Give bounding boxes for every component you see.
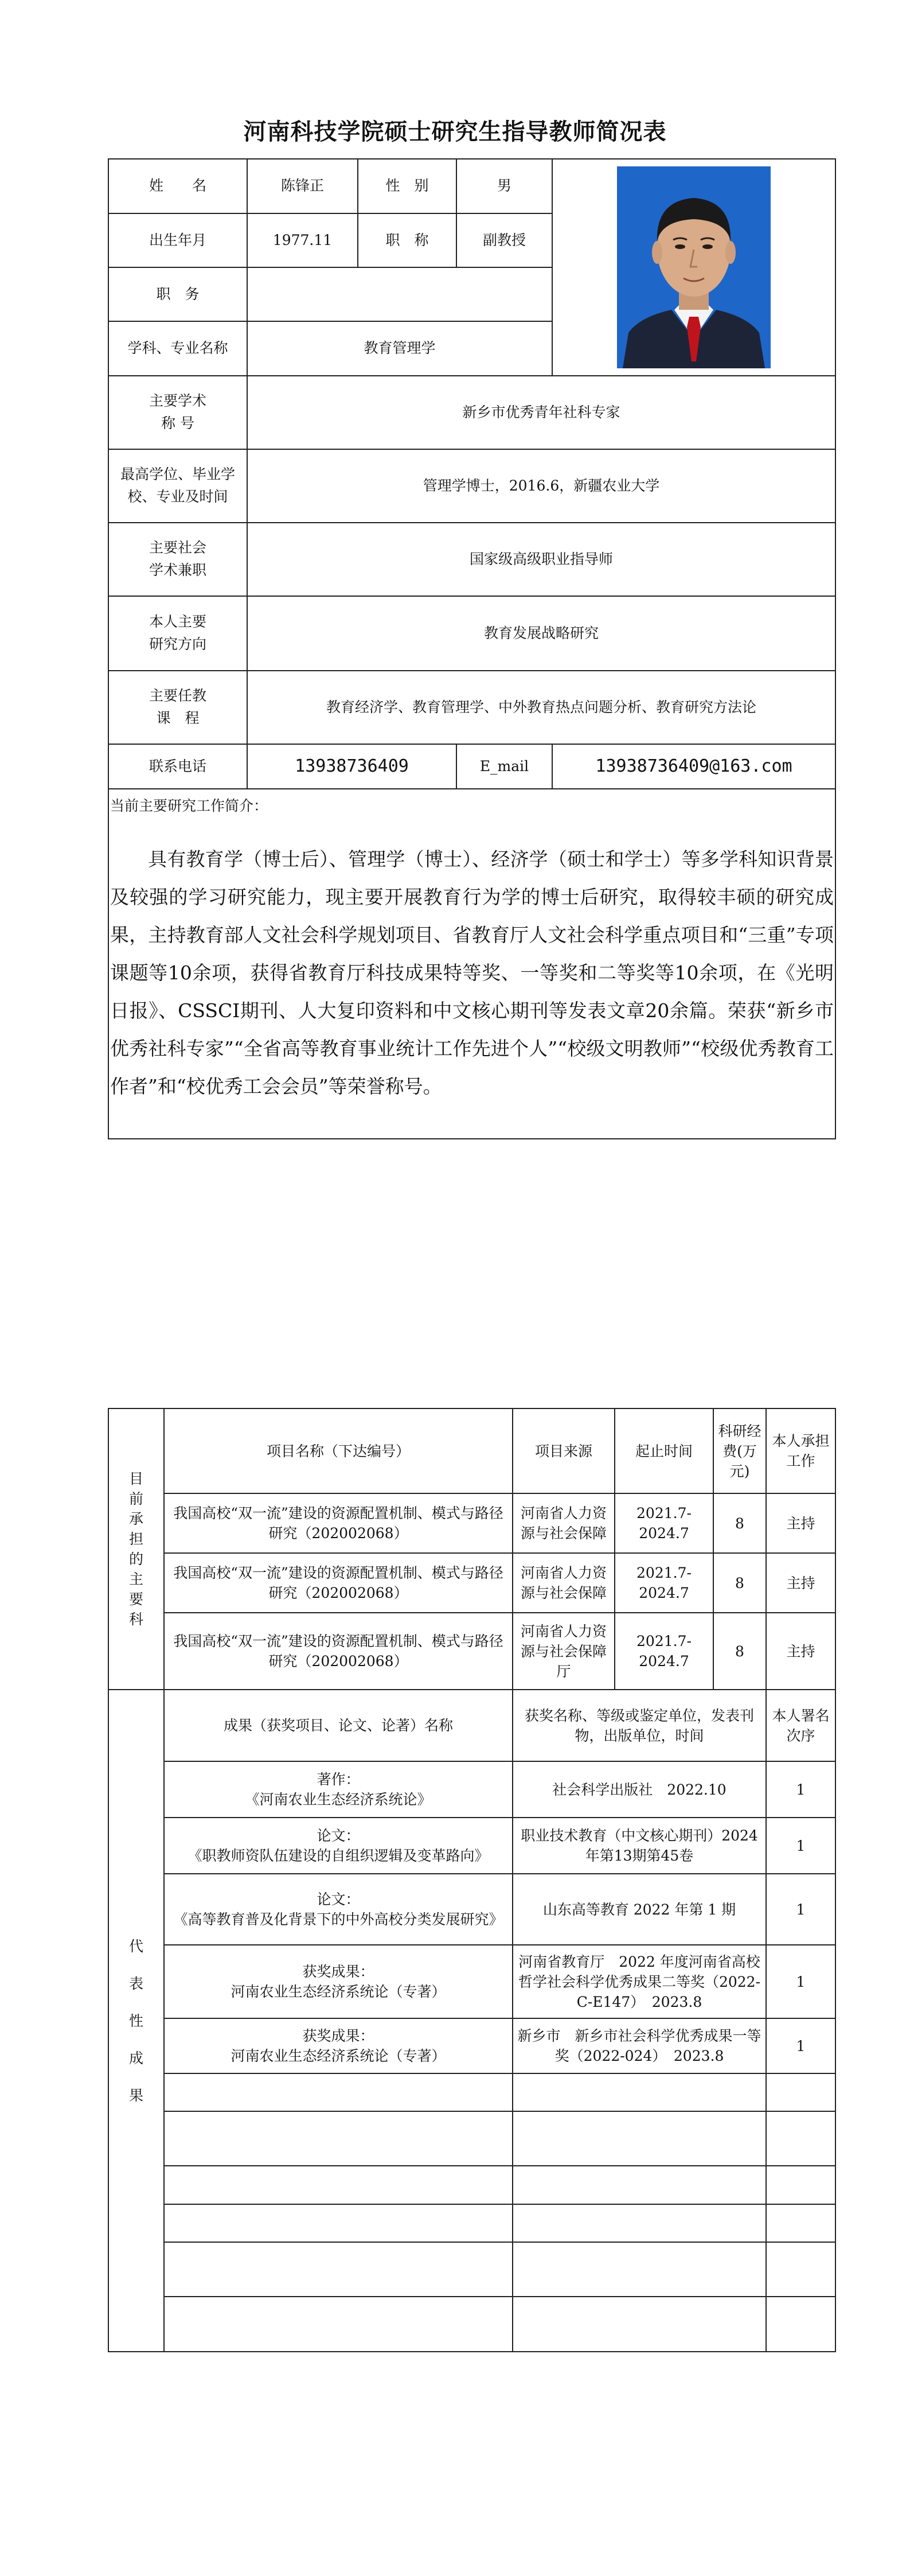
achievement-award: 新乡市 新乡市社会科学优秀成果一等奖（2022-024） 2023.8 <box>513 2018 766 2073</box>
achievement-order: 1 <box>766 1874 835 1945</box>
achievement-name: 著作： 《河南农业生态经济系统论》 <box>164 1761 513 1818</box>
achievement-name: 论文： 《职教师资队伍建设的自组织逻辑及变革路向》 <box>164 1818 513 1874</box>
portrait-photo <box>617 166 771 368</box>
achievements-side-label: 代 表 性 成 果 <box>108 1690 164 2352</box>
academic-title-label: 主要学术 称 号 <box>108 376 247 449</box>
achievement-row <box>108 1818 835 1874</box>
achievement-award: 社会科学出版社 2022.10 <box>513 1761 766 1818</box>
project-source: 河南省人力资源与社会保障 <box>513 1553 615 1613</box>
degree-value: 管理学博士，2016.6，新疆农业大学 <box>247 449 835 523</box>
courses-value: 教育经济学、教育管理学、中外教育热点问题分析、教育研究方法论 <box>247 671 835 744</box>
achievement-order: 1 <box>766 1818 835 1874</box>
project-time: 2021.7-2024.7 <box>615 1553 713 1613</box>
empty-row <box>108 2204 835 2242</box>
gender-value: 男 <box>456 159 552 213</box>
project-funds: 8 <box>713 1553 766 1613</box>
project-role: 主持 <box>766 1553 835 1613</box>
empty-row <box>108 2111 835 2166</box>
duty-label: 职 务 <box>108 267 247 321</box>
achievements-header-name: 成果（获奖项目、论文、论著）名称 <box>164 1690 513 1761</box>
email-value: 13938736409@163.com <box>552 744 835 789</box>
empty-row <box>108 2242 835 2297</box>
academic-title-value: 新乡市优秀青年社科专家 <box>247 376 835 449</box>
birth-value: 1977.11 <box>247 213 358 267</box>
achievement-row <box>108 1761 835 1818</box>
degree-label: 最高学位、毕业学 校、专业及时间 <box>108 449 247 523</box>
name-label: 姓 名 <box>108 159 247 213</box>
project-row <box>108 1553 835 1613</box>
achievement-name: 获奖成果： 河南农业生态经济系统论（专著） <box>164 1945 513 2018</box>
research-value: 教育发展战略研究 <box>247 596 835 671</box>
courses-label: 主要任教 课 程 <box>108 671 247 744</box>
project-row <box>108 1613 835 1690</box>
project-name: 我国高校“双一流”建设的资源配置机制、模式与路径研究（202002068） <box>164 1493 513 1553</box>
achievement-order: 1 <box>766 1945 835 2018</box>
research-intro-heading: 当前主要研究工作简介： <box>110 797 268 814</box>
duty-value <box>247 267 552 321</box>
discipline-label: 学科、专业名称 <box>108 321 247 376</box>
portrait-photo-drawing <box>617 166 771 368</box>
rank-label: 职 称 <box>358 213 456 267</box>
research-label: 本人主要 研究方向 <box>108 596 247 671</box>
email-label: E_mail <box>456 744 552 789</box>
achievement-row <box>108 2018 835 2073</box>
research-intro-cell <box>108 789 835 1139</box>
empty-row <box>108 2297 835 2352</box>
gender-label: 性 别 <box>358 159 456 213</box>
projects-side-label: 目 前 承 担 的 主 要 科 <box>108 1408 164 1690</box>
basic-info-table <box>108 158 836 1139</box>
social-value: 国家级高级职业指导师 <box>247 523 835 596</box>
achievement-order: 1 <box>766 1761 835 1818</box>
achievement-award: 职业技术教育（中文核心期刊）2024年第13期第45卷 <box>513 1818 766 1874</box>
project-name: 我国高校“双一流”建设的资源配置机制、模式与路径研究（202002068） <box>164 1613 513 1690</box>
research-intro-body: 具有教育学（博士后）、管理学（博士）、经济学（硕士和学士）等多学科知识背景及较强的学习研究能力，现主要开展教育行为学的博士后研究，取得较丰硕的研究成果，主持教育部人文社会科学规划项目、省教育厅人文社会科学重点项目和“三重”专项课题等10余项，获得省教育厅科技成果特等奖、一等奖和二等奖等10余项，在《光明日报》、CSSCI期刊、人大复印资料和中文核心期刊等发表文章20余篇。荣获“新乡市优秀社科专家”“全省高等教育事业统计工作先进个人”“校级文明教师”“校级优秀教育工作者”和“校优秀工会会员”等荣誉称号。 <box>110 847 834 1098</box>
projects-header-start: 起止时间 <box>615 1408 713 1493</box>
social-label: 主要社会 学术兼职 <box>108 523 247 596</box>
project-funds: 8 <box>713 1493 766 1553</box>
birth-label: 出生年月 <box>108 213 247 267</box>
project-role: 主持 <box>766 1613 835 1690</box>
name-value: 陈锋正 <box>247 159 358 213</box>
achievement-order: 1 <box>766 2018 835 2073</box>
empty-row <box>108 2073 835 2111</box>
photo-cell <box>552 159 835 376</box>
project-funds: 8 <box>713 1613 766 1690</box>
project-role: 主持 <box>766 1493 835 1553</box>
project-row <box>108 1493 835 1553</box>
achievement-name: 论文： 《高等教育普及化背景下的中外高校分类发展研究》 <box>164 1874 513 1945</box>
achievement-row <box>108 1874 835 1945</box>
achievement-award: 河南省教育厅 2022 年度河南省高校哲学社会科学优秀成果二等奖（2022-C-E147） 2023.8 <box>513 1945 766 2018</box>
page-title: 河南科技学院硕士研究生指导教师简况表 <box>243 119 667 145</box>
project-time: 2021.7-2024.7 <box>615 1493 713 1553</box>
phone-label: 联系电话 <box>108 744 247 789</box>
projects-header-source: 项目来源 <box>513 1408 615 1493</box>
achievement-name: 获奖成果： 河南农业生态经济系统论（专著） <box>164 2018 513 2073</box>
discipline-value: 教育管理学 <box>247 321 552 376</box>
empty-row <box>108 2166 835 2204</box>
achievement-row <box>108 1945 835 2018</box>
achievement-award: 山东高等教育 2022 年第 1 期 <box>513 1874 766 1945</box>
achievements-header-award: 获奖名称、等级或鉴定单位，发表刊物，出版单位，时间 <box>513 1690 766 1761</box>
projects-header-funds: 科研经费(万元) <box>713 1408 766 1493</box>
project-name: 我国高校“双一流”建设的资源配置机制、模式与路径研究（202002068） <box>164 1553 513 1613</box>
phone-value: 13938736409 <box>247 744 456 789</box>
projects-achievements-table <box>108 1408 836 2352</box>
projects-header-name: 项目名称（下达编号） <box>164 1408 513 1493</box>
project-source: 河南省人力资源与社会保障厅 <box>513 1613 615 1690</box>
projects-header-role: 本人承担工作 <box>766 1408 835 1493</box>
project-time: 2021.7-2024.7 <box>615 1613 713 1690</box>
achievements-header-order: 本人署名次序 <box>766 1690 835 1761</box>
project-source: 河南省人力资源与社会保障 <box>513 1493 615 1553</box>
rank-value: 副教授 <box>456 213 552 267</box>
